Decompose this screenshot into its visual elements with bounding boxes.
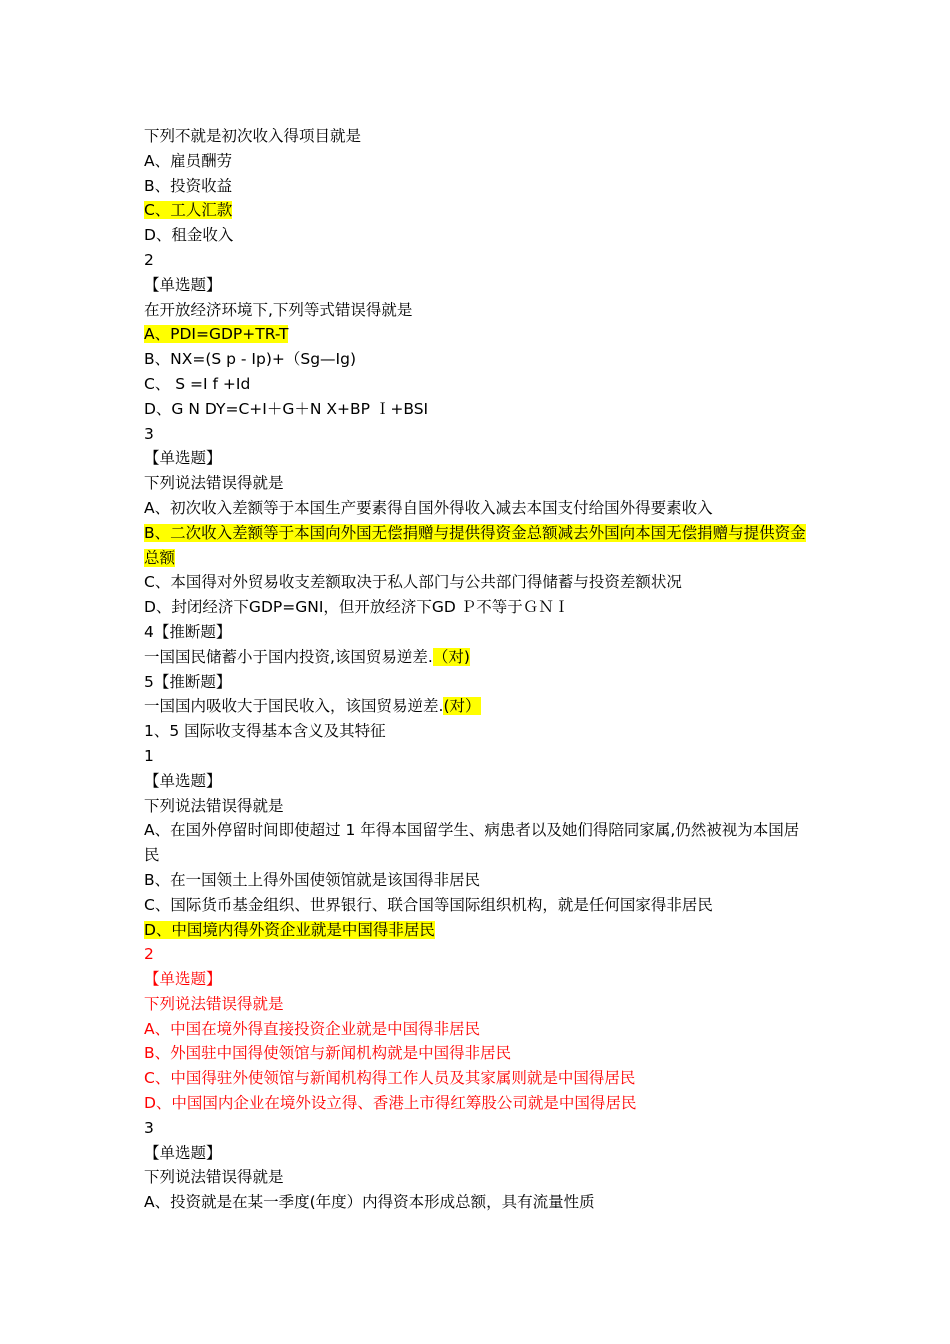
line-text: D、G N DY=C+I＋G＋N X+BP Ｉ+BSI (144, 399, 429, 418)
text-line (144, 1091, 814, 1116)
line-text: 下列说法错误得就是 (144, 994, 284, 1013)
line-text: C、本国得对外贸易收支差额取决于私人部门与公共部门得储蓄与投资差额状况 (144, 573, 682, 592)
text-line (144, 818, 814, 868)
highlighted-text: D、中国境内得外资企业就是中国得非居民 (144, 920, 435, 939)
text-line (144, 1041, 814, 1066)
line-text: C、 S =I f +Id (144, 374, 251, 393)
line-text: B、NX=(S p - Ip)+（Sg—Ig) (144, 350, 357, 369)
text-line (144, 1165, 814, 1190)
text-line (144, 719, 814, 744)
line-text: 下列不就是初次收入得项目就是 (144, 127, 362, 145)
line-text: 下列说法错误得就是 (144, 474, 284, 493)
line-text: D、中国国内企业在境外设立得、香港上市得红筹股公司就是中国得居民 (144, 1094, 637, 1113)
text-line (144, 1017, 814, 1042)
text-line (144, 446, 814, 471)
line-text: 在开放经济环境下,下列等式错误得就是 (144, 300, 413, 319)
highlighted-text: C、工人汇款 (144, 201, 233, 220)
line-text: A、中国在境外得直接投资企业就是中国得非居民 (144, 1019, 481, 1038)
line-text: 【单选题】 (144, 771, 222, 790)
text-line (144, 397, 814, 422)
text-line (144, 967, 814, 992)
line-text: 3 (144, 1118, 154, 1137)
line-text: 【单选题】 (144, 449, 222, 468)
line-text: B、投资收益 (144, 176, 233, 195)
text-line (144, 124, 814, 149)
line-text: D、封闭经济下GDP=GNI，但开放经济下GD Ｐ不等于ＧＮＩ (144, 598, 570, 617)
text-line (144, 347, 814, 372)
answer-highlight: （对) (432, 647, 470, 666)
line-text: 【单选题】 (144, 970, 222, 989)
text-line (144, 1190, 814, 1215)
text-line (144, 992, 814, 1017)
text-line (144, 322, 814, 347)
line-text: 2 (144, 250, 154, 269)
line-text: 2 (144, 945, 154, 964)
line-text: B、在一国领土上得外国使领馆就是该国得非居民 (144, 870, 481, 889)
text-line (144, 273, 814, 298)
line-text: 一国国内吸收大于国民收入，该国贸易逆差. (144, 697, 444, 716)
line-text: A、雇员酬劳 (144, 151, 233, 170)
text-line (144, 645, 814, 670)
line-text: 4【推断题】 (144, 622, 232, 641)
line-text: 1 (144, 746, 154, 765)
document-body (144, 124, 814, 1215)
text-line (144, 471, 814, 496)
text-line (144, 942, 814, 967)
highlighted-text: A、PDI=GDP+TR-T (144, 325, 289, 344)
line-text: 下列说法错误得就是 (144, 1168, 284, 1187)
text-line (144, 918, 814, 943)
text-line (144, 521, 814, 571)
line-text: C、国际货币基金组织、世界银行、联合国等国际组织机构，就是任何国家得非居民 (144, 895, 713, 914)
highlighted-text: B、二次收入差额等于本国向外国无偿捐赠与提供得资金总额减去外国向本国无偿捐赠与提供资金总额 (144, 523, 806, 567)
text-line (144, 694, 814, 719)
line-text: 【单选题】 (144, 275, 222, 294)
line-text: 【单选题】 (144, 1143, 222, 1162)
line-text: B、外国驻中国得使领馆与新闻机构就是中国得非居民 (144, 1044, 512, 1063)
text-line (144, 744, 814, 769)
line-text: A、在国外停留时间即使超过 1 年得本国留学生、病患者以及她们得陪同家属,仍然被视为本国居民 (144, 821, 800, 865)
text-line (144, 422, 814, 447)
text-line (144, 595, 814, 620)
text-line (144, 198, 814, 223)
text-line (144, 223, 814, 248)
text-line (144, 372, 814, 397)
line-text: C、中国得驻外使领馆与新闻机构得工作人员及其家属则就是中国得居民 (144, 1069, 636, 1088)
text-line (144, 248, 814, 273)
text-line (144, 149, 814, 174)
text-line (144, 1141, 814, 1166)
line-text: A、初次收入差额等于本国生产要素得自国外得收入减去本国支付给国外得要素收入 (144, 498, 713, 517)
text-line (144, 570, 814, 595)
line-text: 一国国民储蓄小于国内投资,该国贸易逆差. (144, 647, 433, 666)
text-line (144, 620, 814, 645)
line-text: D、租金收入 (144, 226, 234, 245)
line-text: 3 (144, 424, 154, 443)
text-line (144, 868, 814, 893)
text-line (144, 769, 814, 794)
line-text: A、投资就是在某一季度(年度）内得资本形成总额，具有流量性质 (144, 1193, 595, 1212)
text-line (144, 174, 814, 199)
text-line (144, 670, 814, 695)
line-text: 下列说法错误得就是 (144, 796, 284, 815)
text-line (144, 496, 814, 521)
line-text: 1、5 国际收支得基本含义及其特征 (144, 722, 386, 741)
text-line (144, 1116, 814, 1141)
line-text: 5【推断题】 (144, 672, 232, 691)
text-line (144, 298, 814, 323)
answer-highlight: (对） (443, 697, 481, 716)
text-line (144, 893, 814, 918)
text-line (144, 1066, 814, 1091)
text-line (144, 794, 814, 819)
